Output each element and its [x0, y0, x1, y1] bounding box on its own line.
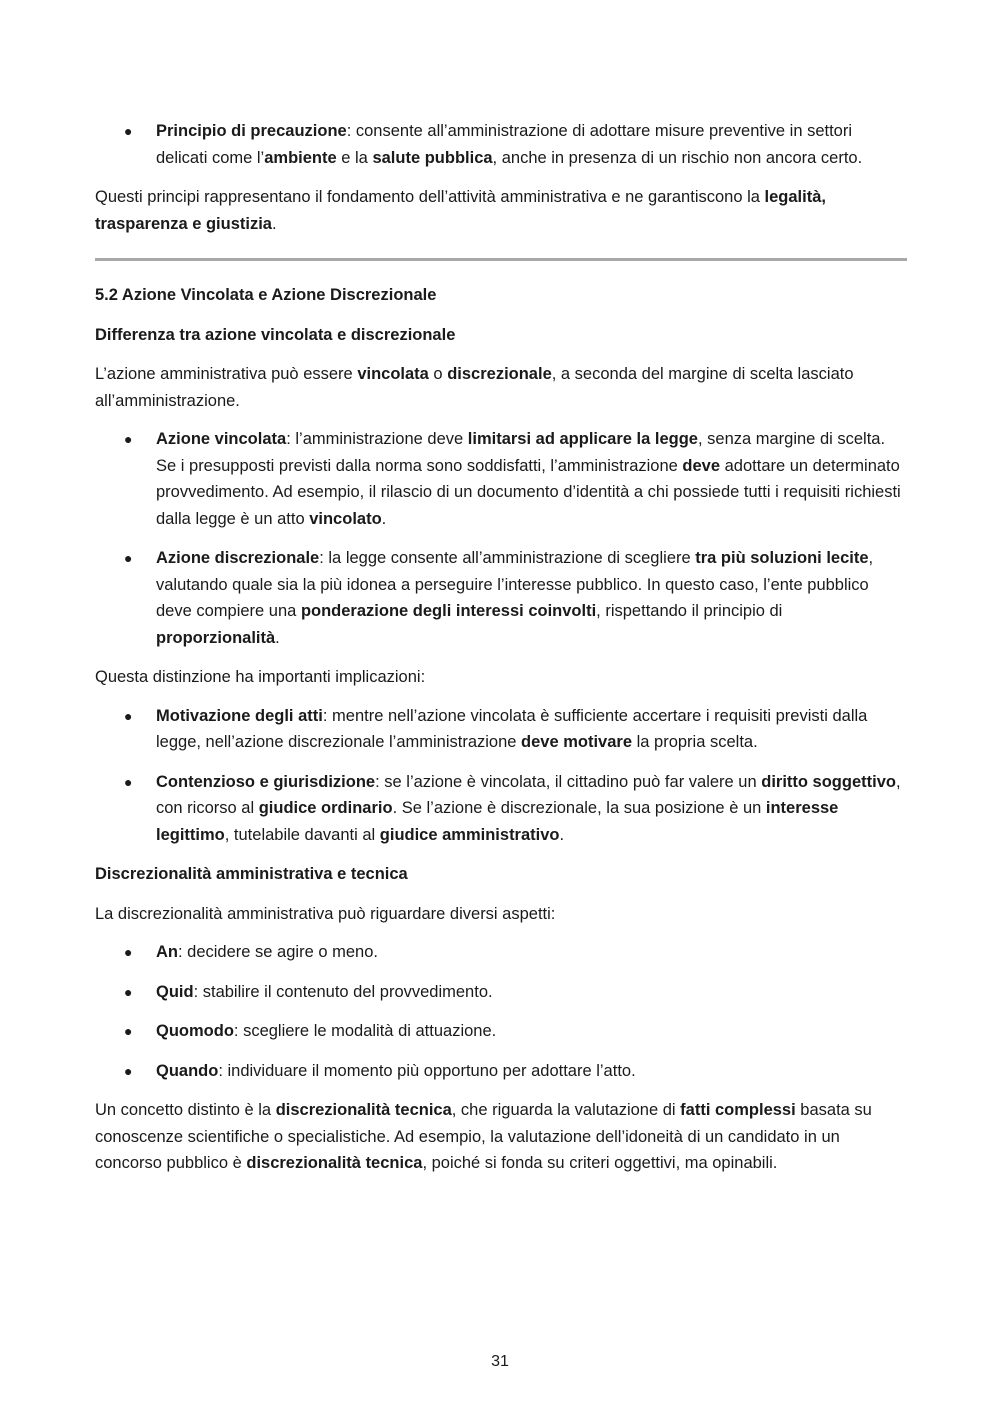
paragraph: Un concetto distinto è la discrezionalità tecnica, che riguarda la valutazione di fatti complessi basata su conoscenze scientifiche o specialistiche. Ad esempio, la valutazione dell’idoneità di un candidato in un concorso pubblico è discrezionalità tecnica, poiché si fonda su criteri oggettivi, ma opinabili. [95, 1101, 872, 1172]
list-item: ● Motivazione degli atti: mentre nell’azione vincolata è sufficiente accertare i requisiti previsti dalla legge, nell’azione discrezionale l’amministrazione deve motivare la propria scelta. [95, 703, 907, 756]
paragraph: La discrezionalità amministrativa può riguardare diversi aspetti: [95, 904, 556, 923]
bullet-icon: ● [124, 707, 133, 724]
bullet-icon: ● [124, 983, 133, 1000]
bullet-list-implications [95, 703, 907, 849]
list-item: ● Azione vincolata: l’amministrazione deve limitarsi ad applicare la legge, senza margine di scelta. Se i presupposti previsti dalla norma sono soddisfatti, l’amministrazione deve adottare un determinato provvedimento. Ad esempio, il rilascio di un documento d’identità a chi possiede tutti i requisiti richiesti dalla legge è un atto vincolato. [95, 426, 907, 532]
subsection-title: Differenza tra azione vincolata e discrezionale [95, 325, 456, 344]
list-item: ● Quomodo: scegliere le modalità di attuazione. [95, 1018, 907, 1045]
list-item: ● Contenzioso e giurisdizione: se l’azione è vincolata, il cittadino può far valere un diritto soggettivo, con ricorso al giudice ordinario. Se l’azione è discrezionale, la sua posizione è un interesse legittimo, tutelabile davanti al giudice amministrativo. [95, 769, 907, 849]
bullet-icon: ● [124, 550, 133, 566]
summary-paragraph: Questi principi rappresentano il fondamento dell’attività amministrativa e ne garantiscono la legalità, trasparenza e giustizia. [95, 188, 826, 233]
list-item: ● An: decidere se agire o meno. [95, 939, 907, 966]
bullet-list-actions [95, 426, 907, 651]
list-item: ● Azione discrezionale: la legge consente all’amministrazione di scegliere tra più soluzioni lecite, valutando quale sia la più idonea a perseguire l’interesse pubblico. In questo caso, l’ente pubblico deve compiere una ponderazione degli interessi coinvolti, rispettando il principio di proporzionalità. [95, 545, 907, 651]
page-number: 31 [491, 1353, 509, 1370]
subsection-title: Discrezionalità amministrativa e tecnica [95, 865, 408, 883]
list-item: ● Quando: individuare il momento più opportuno per adottare l’atto. [95, 1058, 907, 1085]
bullet-icon: ● [124, 773, 133, 790]
section-divider [95, 258, 907, 261]
paragraph: Questa distinzione ha importanti implicazioni: [95, 668, 426, 686]
bullet-icon: ● [124, 1023, 133, 1039]
document-page [95, 118, 907, 1189]
list-item: ● Quid: stabilire il contenuto del provvedimento. [95, 979, 907, 1006]
bullet-list-aspects [95, 939, 907, 1084]
section-title: 5.2 Azione Vincolata e Azione Discrezionale [95, 286, 437, 304]
list-item: ● Principio di precauzione: consente all’amministrazione di adottare misure preventive in settori delicati come l’ambiente e la salute pubblica, anche in presenza di un rischio non ancora certo. [95, 118, 907, 171]
intro-bullet-list [95, 118, 907, 171]
paragraph: L’azione amministrativa può essere vincolata o discrezionale, a seconda del margine di scelta lasciato all’amministrazione. [95, 365, 854, 410]
bullet-icon: ● [124, 944, 133, 960]
bullet-icon: ● [124, 123, 133, 139]
bullet-icon: ● [124, 431, 133, 447]
bullet-icon: ● [124, 1062, 133, 1079]
